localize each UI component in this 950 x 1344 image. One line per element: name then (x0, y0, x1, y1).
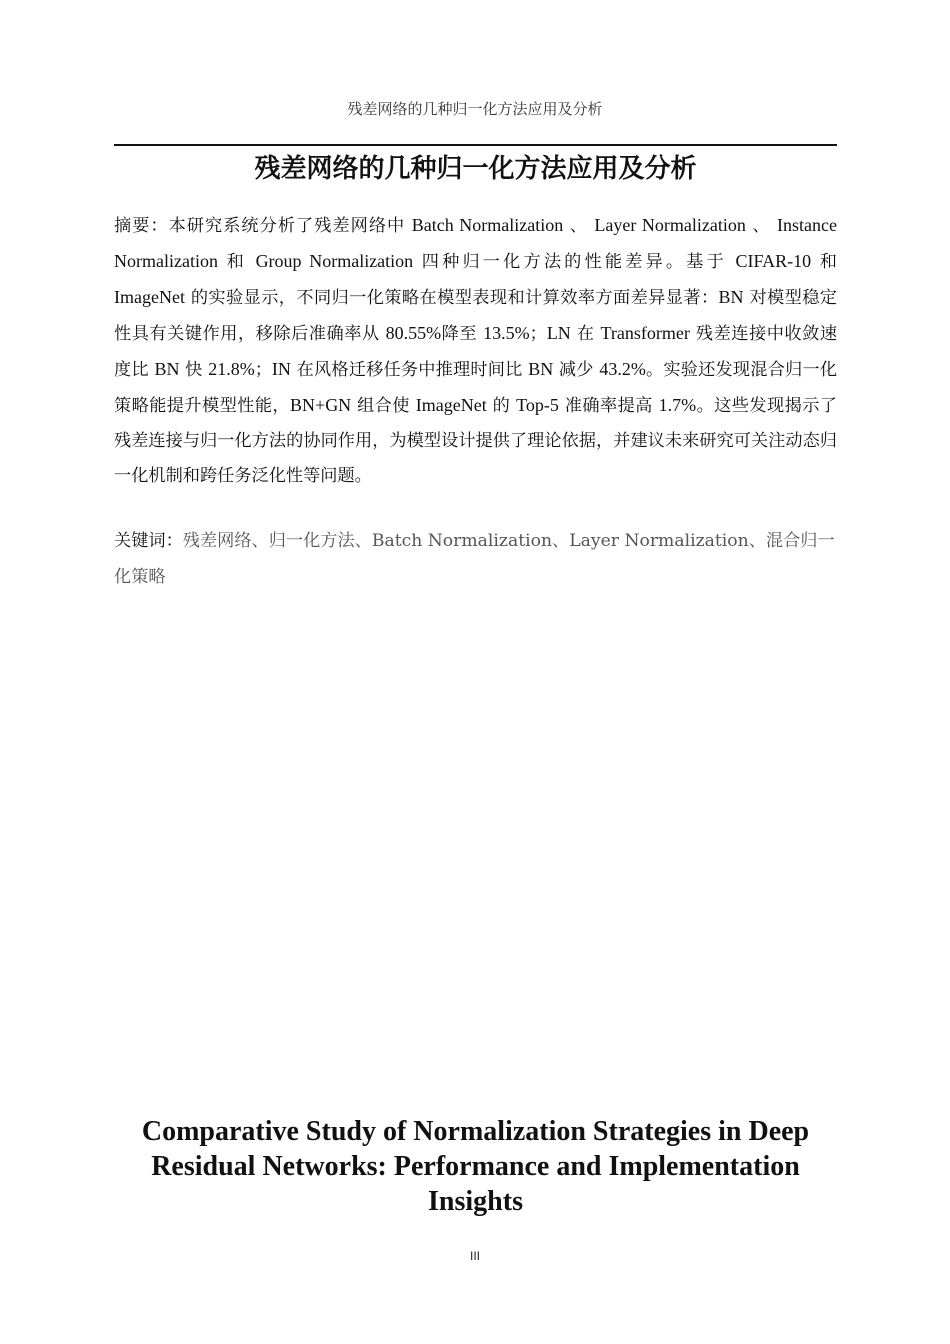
abstract-text-2: 、 (569, 216, 588, 236)
abstract-term-imagenet-2: ImageNet (415, 395, 487, 415)
abstract-term-layer-norm: Layer Normalization (594, 215, 746, 235)
abstract-text-11: 在 (576, 324, 595, 344)
keywords-text: 残差网络、归一化方法、Batch Normalization、Layer Normalization、混合归一化策略 (114, 531, 835, 587)
page-number: III (469, 1249, 480, 1263)
keywords-label: 关键词： (114, 531, 183, 551)
abstract-value-13-5: 13.5% (483, 323, 530, 343)
abstract-text-12: 残差连接中收敛速度比 (114, 324, 838, 380)
abstract-label: 摘要： (114, 216, 169, 236)
running-header: 残差网络的几种归一化方法应用及分析 (347, 100, 603, 118)
english-title: Comparative Study of Normalization Strategies in Deep Residual Networks: Performance and Implementation Insights (141, 1116, 810, 1217)
abstract-text-8: 对模型稳定性具有关键作用，移除后准确率从 (114, 288, 837, 344)
keywords-line (114, 523, 837, 595)
abstract-term-bn-gn: BN+GN (290, 395, 352, 415)
abstract-value-21-8: 21.8% (208, 359, 255, 379)
abstract-text-18: 组合使 (357, 396, 410, 416)
abstract-text-13: 快 (185, 360, 203, 380)
abstract-term-group-norm: Group Normalization (255, 251, 414, 271)
abstract-term-instance-norm: Instance Normalization (114, 215, 837, 271)
abstract-text-20: 准确率提高 (564, 396, 653, 416)
abstract-text-16: 减少 (558, 360, 594, 380)
abstract-text-10: ； (529, 324, 547, 344)
abstract-term-bn-3: BN (528, 359, 554, 379)
abstract-term-in: IN (271, 359, 291, 379)
abstract-text-9: 降至 (441, 324, 478, 344)
abstract-text-19: 的 (492, 396, 511, 416)
abstract-value-43-2: 43.2% (599, 359, 646, 379)
abstract-term-batch-norm: Batch Normalization (411, 215, 564, 235)
abstract-term-ln: LN (546, 323, 571, 343)
abstract-term-imagenet: ImageNet (114, 287, 185, 307)
abstract-term-top5: Top-5 (516, 395, 559, 415)
abstract-text-5: 四种归一化方法的性能差异。基于 (421, 252, 727, 272)
abstract-text-14: ； (254, 360, 272, 380)
abstract-term-cifar10: CIFAR-10 (735, 251, 812, 271)
abstract-text-3: 、 (752, 216, 771, 236)
abstract-term-bn-2: BN (154, 359, 180, 379)
abstract-text-1: 本研究系统分析了残差网络中 (168, 216, 406, 236)
abstract-text-15: 在风格迁移任务中推理时间比 (296, 360, 523, 380)
abstract-text-17: 。实验还发现混合归一化策略能提升模型性能， (114, 360, 838, 416)
abstract-text-7: 的实验显示，不同归一化策略在模型表现和计算效率方面差异显著： (190, 288, 719, 308)
abstract-term-transformer: Transformer (600, 323, 690, 343)
abstract-text-4: 和 (226, 252, 247, 272)
chinese-title: 残差网络的几种归一化方法应用及分析 (254, 154, 697, 184)
abstract-value-1-7: 1.7% (658, 395, 697, 415)
abstract-text-21: 。这些发现揭示了残差连接与归一化方法的协同作用，为模型设计提供了理论依据，并建议未来研究可关注动态归一化机制和跨任务泛化性等问题。 (114, 396, 837, 486)
abstract-paragraph (114, 208, 837, 494)
header-rule (114, 144, 837, 146)
abstract-text-6: 和 (819, 252, 837, 272)
abstract-term-bn-1: BN (718, 287, 744, 307)
abstract-value-80-55: 80.55% (385, 323, 442, 343)
